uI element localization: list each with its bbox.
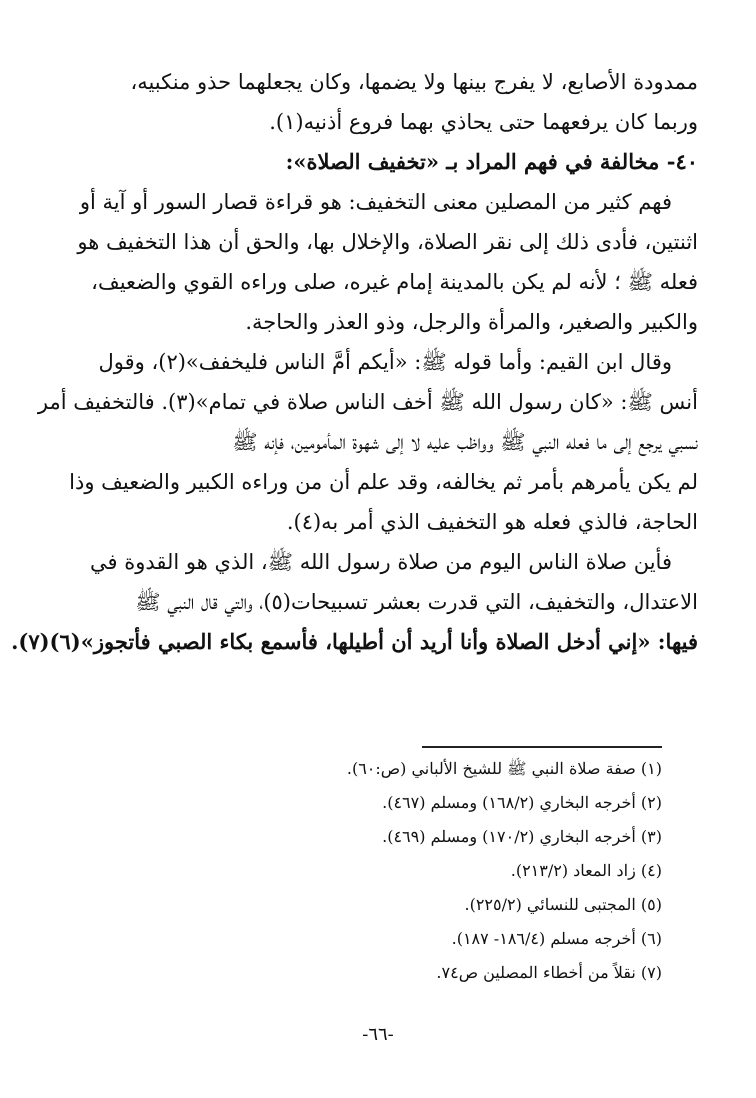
page-number: -٦٦- — [362, 1024, 394, 1045]
paragraph-line: الحاجة، فالذي فعله هو التخفيف الذي أمر به(٤). — [286, 510, 698, 534]
footnotes — [58, 752, 662, 990]
body-line: ممدودة الأصابع، لا يفرج بينها ولا يضمها، وكان يجعلهما حذو منكبيه، — [130, 70, 698, 94]
paragraph-line: لم يكن يأمرهم بأمر ثم يخالفه، وقد علم أن من وراءه الكبير والضعيف وذا — [69, 470, 698, 494]
footnote: (٣) أخرجه البخاري (١٧٠/٢) ومسلم (٤٦٩). — [382, 827, 662, 846]
paragraph-line: والكبير والصغير، والمرأة والرجل، وذو العذر والحاجة. — [245, 310, 698, 334]
paragraph-line: فيها: «إني أدخل الصلاة وأنا أريد أن أطيلها، فأسمع بكاء الصبي فأتجوز»(٦)(٧). — [11, 629, 698, 654]
footnote: (٥) المجتبى للنسائي (٢٢٥/٢). — [464, 895, 662, 914]
body-line: وربما كان يرفعهما حتى يحاذي بهما فروع أذنيه(١). — [269, 110, 698, 134]
main-text — [11, 62, 698, 662]
paragraph-line: نسبي يرجع إلى ما فعله النبي ﷺ وواظب عليه لا إلى شهوة المأمومين، فإنه ﷺ — [232, 430, 698, 454]
footnote: (٤) زاد المعاد (٢١٣/٢). — [510, 861, 662, 880]
paragraph-line: اثنتين، فأدى ذلك إلى نقر الصلاة، والإخلال بها، والحق أن هذا التخفيف هو — [77, 230, 698, 254]
footnote: (٧) نقلاً من أخطاء المصلين ص٧٤. — [436, 963, 662, 982]
footnote: (١) صفة صلاة النبي ﷺ للشيخ الألباني (ص:٦٠). — [346, 759, 662, 778]
footnote-divider — [422, 746, 662, 748]
paragraph-line: وقال ابن القيم: وأما قوله ﷺ: «أيكم أمَّ الناس فليخفف»(٢)، وقول — [98, 350, 672, 374]
paragraph-line: فأين صلاة الناس اليوم من صلاة رسول الله ﷺ، الذي هو القدوة في — [90, 550, 672, 574]
paragraph-line: فهم كثير من المصلين معنى التخفيف: هو قراءة قصار السور أو آية أو — [79, 190, 672, 214]
footnote: (٢) أخرجه البخاري (١٦٨/٢) ومسلم (٤٦٧). — [382, 793, 662, 812]
paragraph-line: فعله ﷺ ؛ لأنه لم يكن بالمدينة إمام غيره، صلى وراءه القوي والضعيف، — [91, 270, 698, 294]
footnote: (٦) أخرجه مسلم (١٨٦/٤- ١٨٧). — [451, 929, 662, 948]
section-heading: ٤٠- مخالفة في فهم المراد بـ «تخفيف الصلاة»: — [285, 149, 698, 174]
paragraph-line: الاعتدال، والتخفيف، التي قدرت بعشر تسبيحات(٥)، والتي قال النبي ﷺ — [135, 590, 698, 614]
paragraph-line: أنس ﷺ: «كان رسول الله ﷺ أخف الناس صلاة في تمام»(٣). فالتخفيف أمر — [37, 390, 698, 414]
